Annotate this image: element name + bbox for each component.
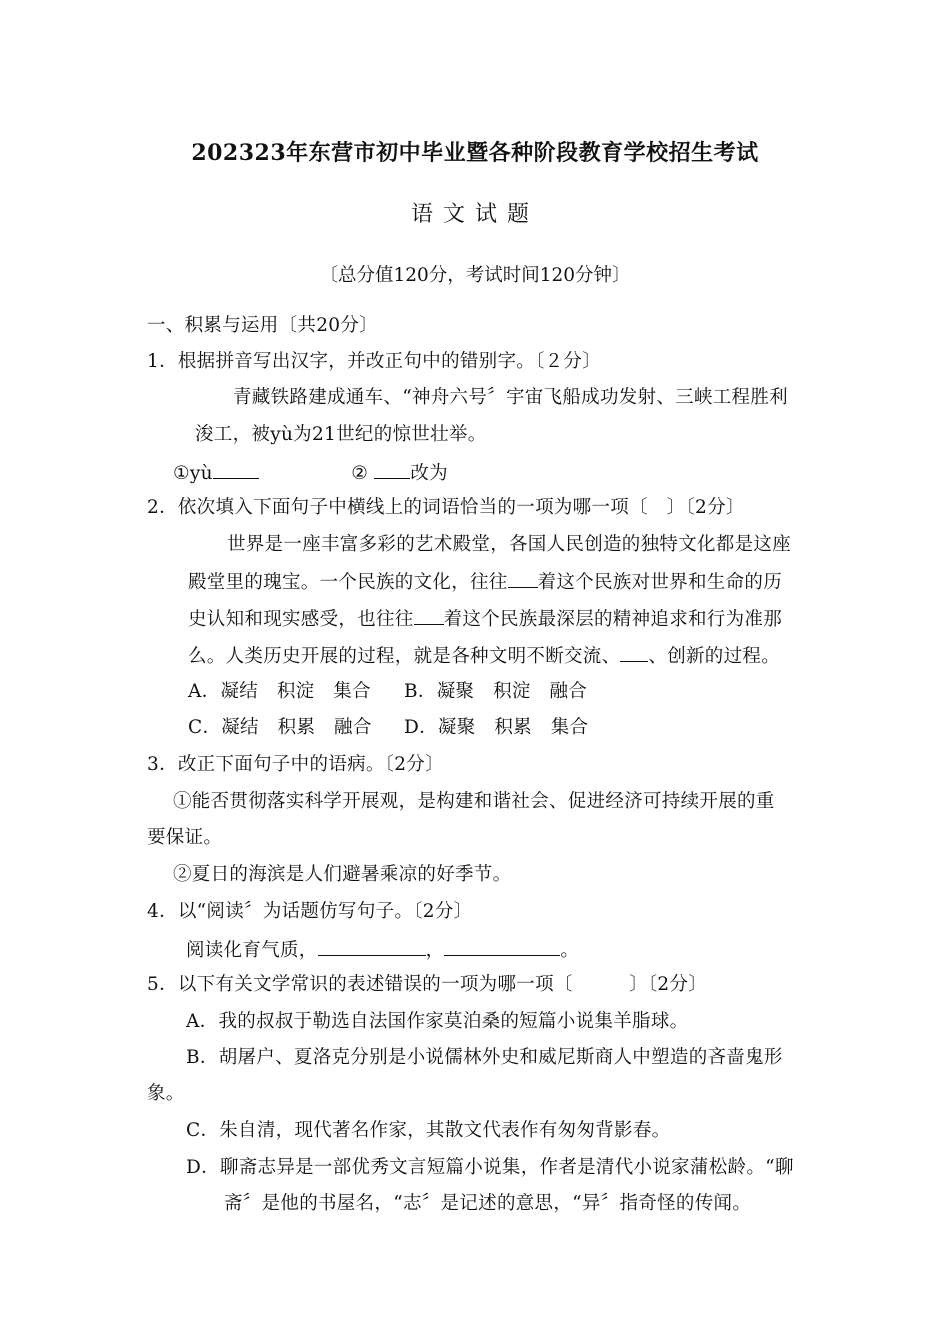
q2-blank3[interactable]	[620, 643, 648, 662]
q4-end: 。	[560, 940, 580, 961]
q2-stem: 2．依次填入下面句子中横线上的词语恰当的一项为哪一项〔 〕〔2分〕	[147, 497, 745, 518]
q2-option-d: D．凝聚 积累 集合	[404, 717, 589, 738]
q5-option-b-line2: 象。	[147, 1083, 185, 1104]
q4-blank2[interactable]	[444, 937, 560, 956]
q4-prefix: 阅读化育气质，	[186, 940, 318, 961]
q5-option-d-line2: 斋〞是他的书屋名，“志〞是记述的意思，“异〞指奇怪的传闻。	[224, 1193, 752, 1214]
q2-line4-part1: 么。人类历史开展的过程，就是各种文明不断交流、	[188, 646, 621, 667]
q3-sentence2: ②夏日的海滨是人们避暑乘凉的好季节。	[173, 864, 512, 885]
q1-text-line2: 浚工，被yù为21世纪的惊世壮举。	[195, 424, 487, 445]
q2-text-line3	[188, 606, 782, 632]
q5-option-c: C．朱自清，现代著名作家，其散文代表作有匆匆背影春。	[186, 1120, 671, 1141]
q4-stem: 4．以“阅读〞为话题仿写句子。〔2分〕	[147, 901, 473, 922]
exam-title: 202323年东营市初中毕业暨各种阶段教育学校招生考试	[191, 140, 759, 166]
q2-option-b: B．凝聚 积淀 融合	[404, 681, 588, 702]
q1-blank1-label: ①yù	[173, 463, 213, 484]
q5-option-b-line1: B．胡屠户、夏洛克分别是小说儒林外史和威尼斯商人中塑造的吝啬鬼形	[186, 1047, 783, 1068]
q1-text-line1: 青藏铁路建成通车、“神舟六号〞宇宙飞船成功发射、三峡工程胜利	[233, 387, 788, 408]
q4-comma: ，	[425, 940, 445, 961]
q4-blank1[interactable]	[318, 937, 426, 956]
q2-text-line1: 世界是一座丰富多彩的艺术殿堂，各国人民创造的独特文化都是这座	[227, 534, 792, 555]
q5-option-a: A．我的叔叔于勒选自法国作家莫泊桑的短篇小说集羊脂球。	[186, 1011, 689, 1032]
q2-text-line4	[188, 643, 780, 669]
q2-option-c: C．凝结 积累 融合	[188, 717, 372, 738]
q5-stem: 5．以下有关文学常识的表述错误的一项为哪一项〔 〕〔2分〕	[147, 974, 708, 995]
q1-stem: 1．根据拼音写出汉字，并改正句中的错别字。〔２分〕	[147, 351, 602, 372]
q3-sentence1-line1: ①能否贯彻落实科学开展观，是构建和谐社会、促进经济可持续开展的重	[173, 791, 775, 812]
section-heading: 一、积累与运用〔共20分〕	[147, 315, 378, 336]
q3-stem: 3．改正下面句子中的语病。〔2分〕	[147, 754, 444, 775]
q1-blank2-suffix: 改为	[410, 463, 448, 484]
exam-subtitle: 语文试题	[410, 202, 539, 227]
q2-line2-part1: 殿堂里的瑰宝。一个民族的文化，往往	[188, 572, 508, 593]
q2-blank2[interactable]	[414, 606, 444, 625]
q2-line3-part2: 着这个民族最深层的精神追求和行为准那	[443, 609, 783, 630]
q2-text-line2	[188, 569, 782, 595]
q2-blank1[interactable]	[508, 569, 538, 588]
q2-line3-part1: 史认知和现实感受，也往往	[188, 609, 414, 630]
q1-blank2[interactable]	[374, 460, 410, 479]
q4-answer-line	[186, 937, 579, 963]
exam-note: 〔总分值120分，考试时间120分钟〕	[319, 265, 631, 286]
q1-answer-line	[173, 460, 448, 486]
q1-blank2-label: ②	[351, 463, 369, 484]
q1-blank1[interactable]	[213, 460, 259, 479]
q5-option-d-line1: D．聊斋志异是一部优秀文言短篇小说集，作者是清代小说家蒲松龄。“聊	[186, 1157, 794, 1178]
q2-option-a: A．凝结 积淀 集合	[188, 681, 371, 702]
q3-sentence1-line2: 要保证。	[147, 827, 223, 848]
q2-line4-part2: 、创新的过程。	[648, 646, 781, 667]
q2-line2-part2: 着这个民族对世界和生命的历	[537, 572, 783, 593]
